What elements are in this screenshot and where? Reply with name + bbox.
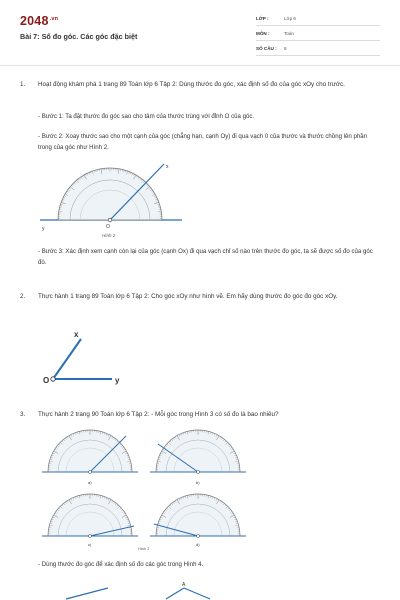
protractor-icon <box>58 168 162 220</box>
question-number: 1. <box>20 81 26 88</box>
meta-row-subject <box>256 29 380 41</box>
meta-value: Toán <box>284 31 294 36</box>
site-logo[interactable]: $2048^{.vn}$ <box>20 14 59 28</box>
label-y: y <box>42 226 45 232</box>
question-1-step-2: - Bước 2: Xoay thước sao cho một cạnh của góc (chẳng hạn, cạnh Oy) đi qua vạch 0 của thước và thước chồng lên phần trong của góc như Hình 2. <box>38 133 368 151</box>
sub-label-a: a) <box>88 480 92 485</box>
question-number: 3. <box>20 411 26 418</box>
protractor-figure-hinh-2 <box>36 160 186 242</box>
sub-label-d: d) <box>196 542 200 547</box>
ray <box>184 588 210 599</box>
question-1-step-3: - Bước 3: Xác định xem cạnh còn lại của góc (cạnh Ox) đi qua vạch chỉ số nào trên thước đo góc, ta sẽ được số đo của góc đó. <box>38 248 373 266</box>
protractor-a <box>42 430 138 474</box>
protractor-b <box>150 430 246 474</box>
vertex-o <box>108 218 112 222</box>
page-title: Bài 7: Số đo góc. Các góc đặc biệt <box>20 32 138 41</box>
protractor-figure-hinh-3 <box>40 426 250 552</box>
label-x: x <box>166 164 169 170</box>
ray <box>66 588 108 599</box>
figure-caption: Hình 2 <box>102 233 116 238</box>
meta-value: Lớp 6 <box>284 16 296 21</box>
meta-row-count <box>256 44 380 56</box>
question-3-step: - Dùng thước đo góc để xác định số đo các góc trong Hình 4. <box>38 561 204 568</box>
question-1-step-1: - Bước 1: Ta đặt thước đo góc sao cho tâm của thước trùng với đỉnh O của góc. <box>38 113 255 120</box>
meta-label: LỚP : <box>256 16 269 21</box>
label-o: O <box>106 224 110 230</box>
question-number: 2. <box>20 293 26 300</box>
question-3 <box>20 410 382 421</box>
vertex-o <box>51 377 55 381</box>
ray-ox <box>53 339 81 379</box>
sub-label-c: c) <box>88 542 92 547</box>
figure-caption: Hình 3 <box>138 547 150 551</box>
meta-value: 8 <box>284 46 287 51</box>
question-2 <box>20 292 382 303</box>
ray <box>166 588 184 599</box>
meta-row-class <box>256 14 380 26</box>
label-a: A <box>182 582 186 588</box>
label-x: x <box>74 330 79 339</box>
protractor-c <box>42 494 138 538</box>
label-y: y <box>115 376 120 385</box>
document-header <box>0 0 400 66</box>
question-1 <box>20 80 382 91</box>
question-text: Thực hành 2 trang 90 Toán lớp 6 Tập 2: - Mỗi góc trong Hình 3 có số đo là bao nhiêu? <box>38 411 279 418</box>
question-text: Hoạt động khám phá 1 trang 89 Toán lớp 6 Tập 2: Dùng thước đo góc, xác định số đo của góc xOy cho trước. <box>38 81 345 88</box>
question-text: Thực hành 1 trang 89 Toán lớp 6 Tập 2: Cho góc xOy như hình vẽ. Em hãy dùng thước đo góc đo góc xOy. <box>38 293 338 300</box>
angle-figure-hinh-4 <box>40 580 240 600</box>
protractor-d <box>150 494 246 538</box>
meta-label: MÔN : <box>256 31 270 36</box>
meta-label: SỐ CÂU : <box>256 46 277 51</box>
angle-xoy-figure <box>40 326 140 388</box>
sub-label-b: b) <box>196 480 200 485</box>
label-o: O <box>43 376 50 385</box>
